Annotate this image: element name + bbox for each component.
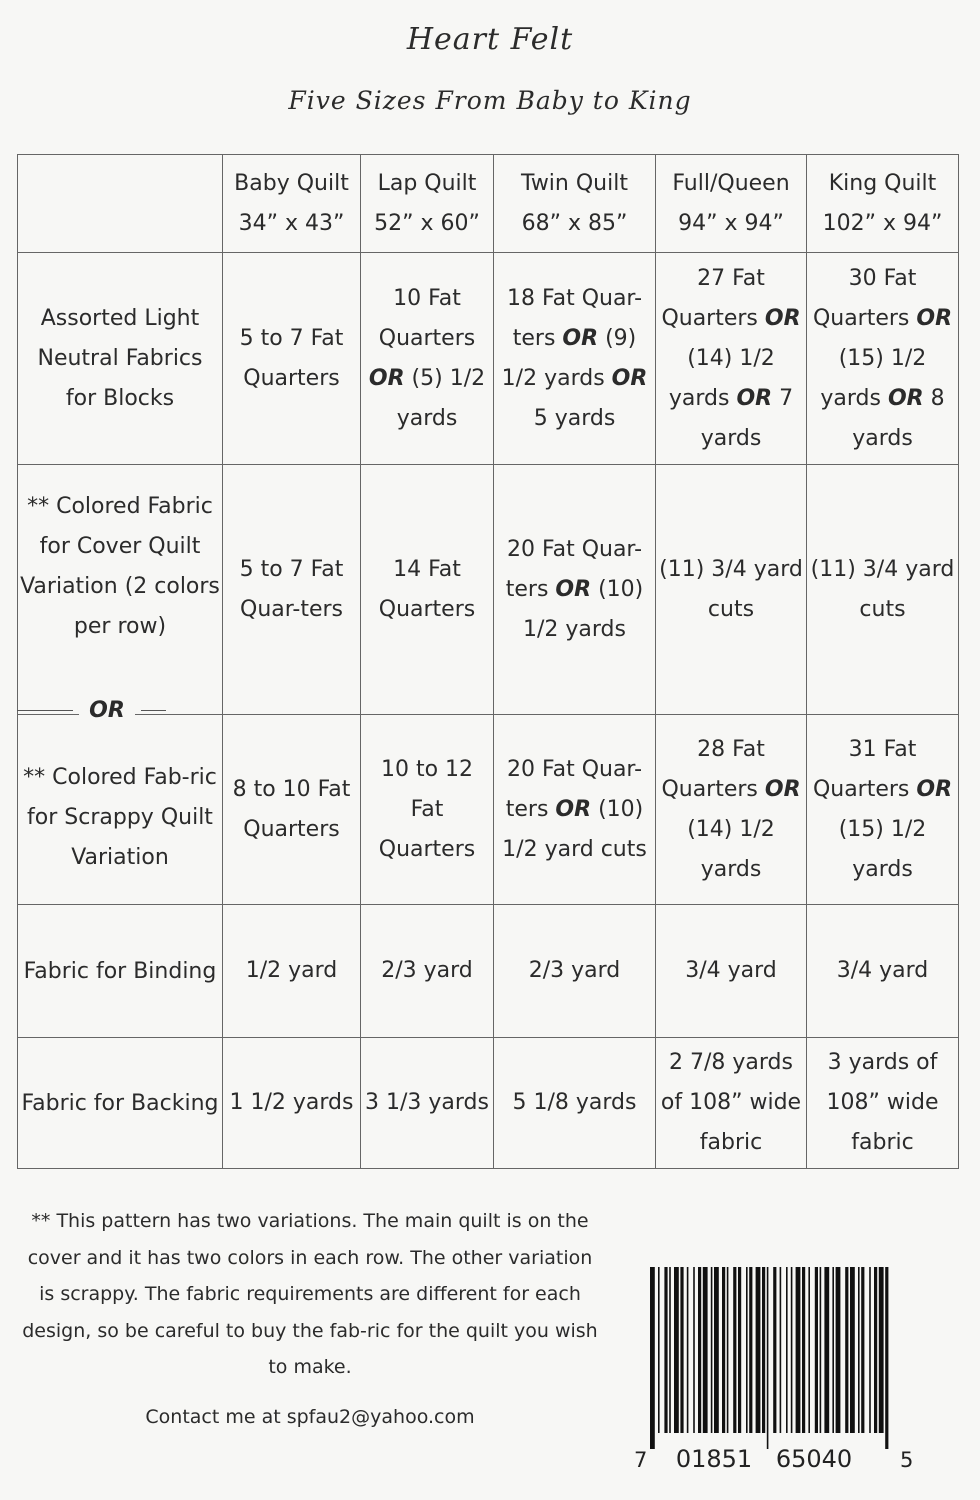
table-row: [18, 465, 959, 715]
table-cell: 8 to 10 Fat Quarters: [223, 715, 361, 905]
contact-info: Contact me at spfau2@yahoo.com: [145, 1406, 475, 1428]
column-header-size: 68” x 85”: [521, 210, 628, 236]
barcode-bar: [762, 1267, 765, 1433]
barcode-bar: [874, 1267, 877, 1433]
row-label: ** Colored Fab-ric for Scrappy Quilt Variation: [18, 715, 223, 905]
column-header-size: 102” x 94”: [822, 210, 943, 236]
table-cell: 5 to 7 Fat Quar-ters: [223, 465, 361, 715]
barcode-bar: [836, 1267, 841, 1433]
table-row: [18, 715, 959, 905]
table-cell: 1/2 yard: [223, 905, 361, 1038]
table-cell: 3/4 yard: [807, 905, 959, 1038]
barcode-bar: [773, 1267, 776, 1433]
table-header-corner: [18, 155, 223, 253]
fabric-requirements-table: [17, 154, 959, 1169]
barcode-bar: [746, 1267, 748, 1433]
column-header-name: King Quilt: [828, 170, 937, 196]
column-header-size: 52” x 60”: [374, 210, 480, 236]
barcode-bar: [714, 1267, 719, 1433]
barcode-bar: [808, 1267, 810, 1433]
barcode-bar: [850, 1267, 855, 1433]
table-cell: (11) 3/4 yard cuts: [807, 465, 959, 715]
table-cell: 3 1/3 yards: [361, 1038, 494, 1169]
barcode-bar: [820, 1267, 822, 1433]
barcode-bar: [650, 1267, 655, 1449]
barcode-bar: [738, 1267, 741, 1433]
table-cell: 14 Fat Quarters: [361, 465, 494, 715]
barcode-digits-group2: 65040: [775, 1445, 853, 1473]
barcode-bar: [832, 1267, 834, 1433]
barcode-bar: [674, 1267, 679, 1433]
table-cell: 18 Fat Quar-ters OR (9) 1/2 yards OR 5 yards: [494, 253, 656, 465]
table-cell: 31 Fat Quarters OR (15) 1/2 yards: [807, 715, 959, 905]
column-header-size: 94” x 94”: [678, 210, 784, 236]
table-cell: 30 Fat Quarters OR (15) 1/2 yards OR 8 yards: [807, 253, 959, 465]
table-cell: 3/4 yard: [656, 905, 807, 1038]
barcode-digit-right: 5: [900, 1448, 914, 1472]
row-label: Assorted Light Neutral Fabrics for Blocks: [18, 253, 223, 465]
table-cell: 5 to 7 Fat Quarters: [223, 253, 361, 465]
barcode-bar: [756, 1267, 761, 1433]
barcode-digits-group1: 01851: [675, 1445, 753, 1473]
table-row: [18, 905, 959, 1038]
upc-barcode: [620, 1262, 920, 1477]
barcode-bar: [698, 1267, 701, 1433]
barcode-bar: [786, 1267, 788, 1433]
table-row: [18, 1038, 959, 1169]
barcode-bar: [680, 1267, 683, 1433]
barcode-bar: [780, 1267, 782, 1433]
barcode-bars: [650, 1267, 888, 1449]
barcode-bar: [664, 1267, 667, 1433]
barcode-bar: [796, 1267, 801, 1433]
table-cell: 20 Fat Quar-ters OR (10) 1/2 yards: [494, 465, 656, 715]
column-header-name: Lap Quilt: [377, 170, 477, 196]
table-row: [18, 253, 959, 465]
separator-line: [17, 710, 73, 711]
barcode-bar: [861, 1267, 864, 1433]
table-cell: 20 Fat Quar-ters OR (10) 1/2 yard cuts: [494, 715, 656, 905]
barcode-bar: [869, 1267, 871, 1433]
column-header-lap: [361, 155, 494, 253]
pattern-subtitle: Five Sizes From Baby to King: [288, 86, 692, 115]
or-separator: [17, 696, 222, 726]
column-header-twin: [494, 155, 656, 253]
column-header-name: Full/Queen: [672, 170, 790, 196]
barcode-digit-left: 7: [634, 1448, 648, 1472]
table-cell: 1 1/2 yards: [223, 1038, 361, 1169]
barcode-bar: [749, 1267, 752, 1433]
barcode-bar: [703, 1267, 708, 1433]
pattern-title: Heart Felt: [406, 22, 574, 57]
column-header-size: 34” x 43”: [238, 210, 345, 236]
barcode-bar: [733, 1267, 736, 1433]
table-cell: 2/3 yard: [361, 905, 494, 1038]
barcode-bar: [767, 1267, 769, 1449]
table-cell: 10 Fat Quarters OR (5) 1/2 yards: [361, 253, 494, 465]
barcode-bar: [879, 1267, 884, 1433]
barcode-bar: [658, 1267, 660, 1433]
column-header-king: [807, 155, 959, 253]
table-cell: 27 Fat Quarters OR (14) 1/2 yards OR 7 yards: [656, 253, 807, 465]
column-header-baby: [223, 155, 361, 253]
barcode-bar: [858, 1267, 860, 1433]
barcode-bar: [727, 1267, 729, 1433]
column-header-name: Baby Quilt: [234, 170, 349, 196]
table-cell: 28 Fat Quarters OR (14) 1/2 yards: [656, 715, 807, 905]
or-label: OR: [79, 696, 135, 726]
column-header-full-queen: [656, 155, 807, 253]
table-cell: 10 to 12 Fat Quarters: [361, 715, 494, 905]
barcode-bar: [693, 1267, 695, 1433]
barcode-bar: [669, 1267, 671, 1433]
barcode-bar: [791, 1267, 793, 1433]
row-label: Fabric for Backing: [18, 1038, 223, 1169]
barcode-bar: [687, 1267, 689, 1433]
table-cell: 2/3 yard: [494, 905, 656, 1038]
row-label: Fabric for Binding: [18, 905, 223, 1038]
table-cell: 3 yards of 108” wide fabric: [807, 1038, 959, 1169]
barcode-bar: [815, 1267, 818, 1433]
barcode-bar: [711, 1267, 713, 1433]
row-label: ** Colored Fabric for Cover Quilt Variation (2 colors per row): [18, 465, 223, 715]
barcode-bar: [722, 1267, 725, 1433]
table-cell: 5 1/8 yards: [494, 1038, 656, 1169]
barcode-bar: [885, 1267, 888, 1449]
footnote: ** This pattern has two variations. The main quilt is on the cover and it has two colors in each row. The other variation is scrappy. The fabric requirements are different for each design, so be careful to buy the fab-ric for the quilt you wish to make.: [22, 1210, 598, 1378]
table-cell: 2 7/8 yards of 108” wide fabric: [656, 1038, 807, 1169]
separator-line: [141, 710, 166, 711]
table-header-row: [18, 155, 959, 253]
column-header-name: Twin Quilt: [521, 170, 628, 196]
barcode-bar: [845, 1267, 848, 1433]
barcode-bar: [824, 1267, 829, 1433]
barcode-bar: [802, 1267, 805, 1433]
table-cell: (11) 3/4 yard cuts: [656, 465, 807, 715]
